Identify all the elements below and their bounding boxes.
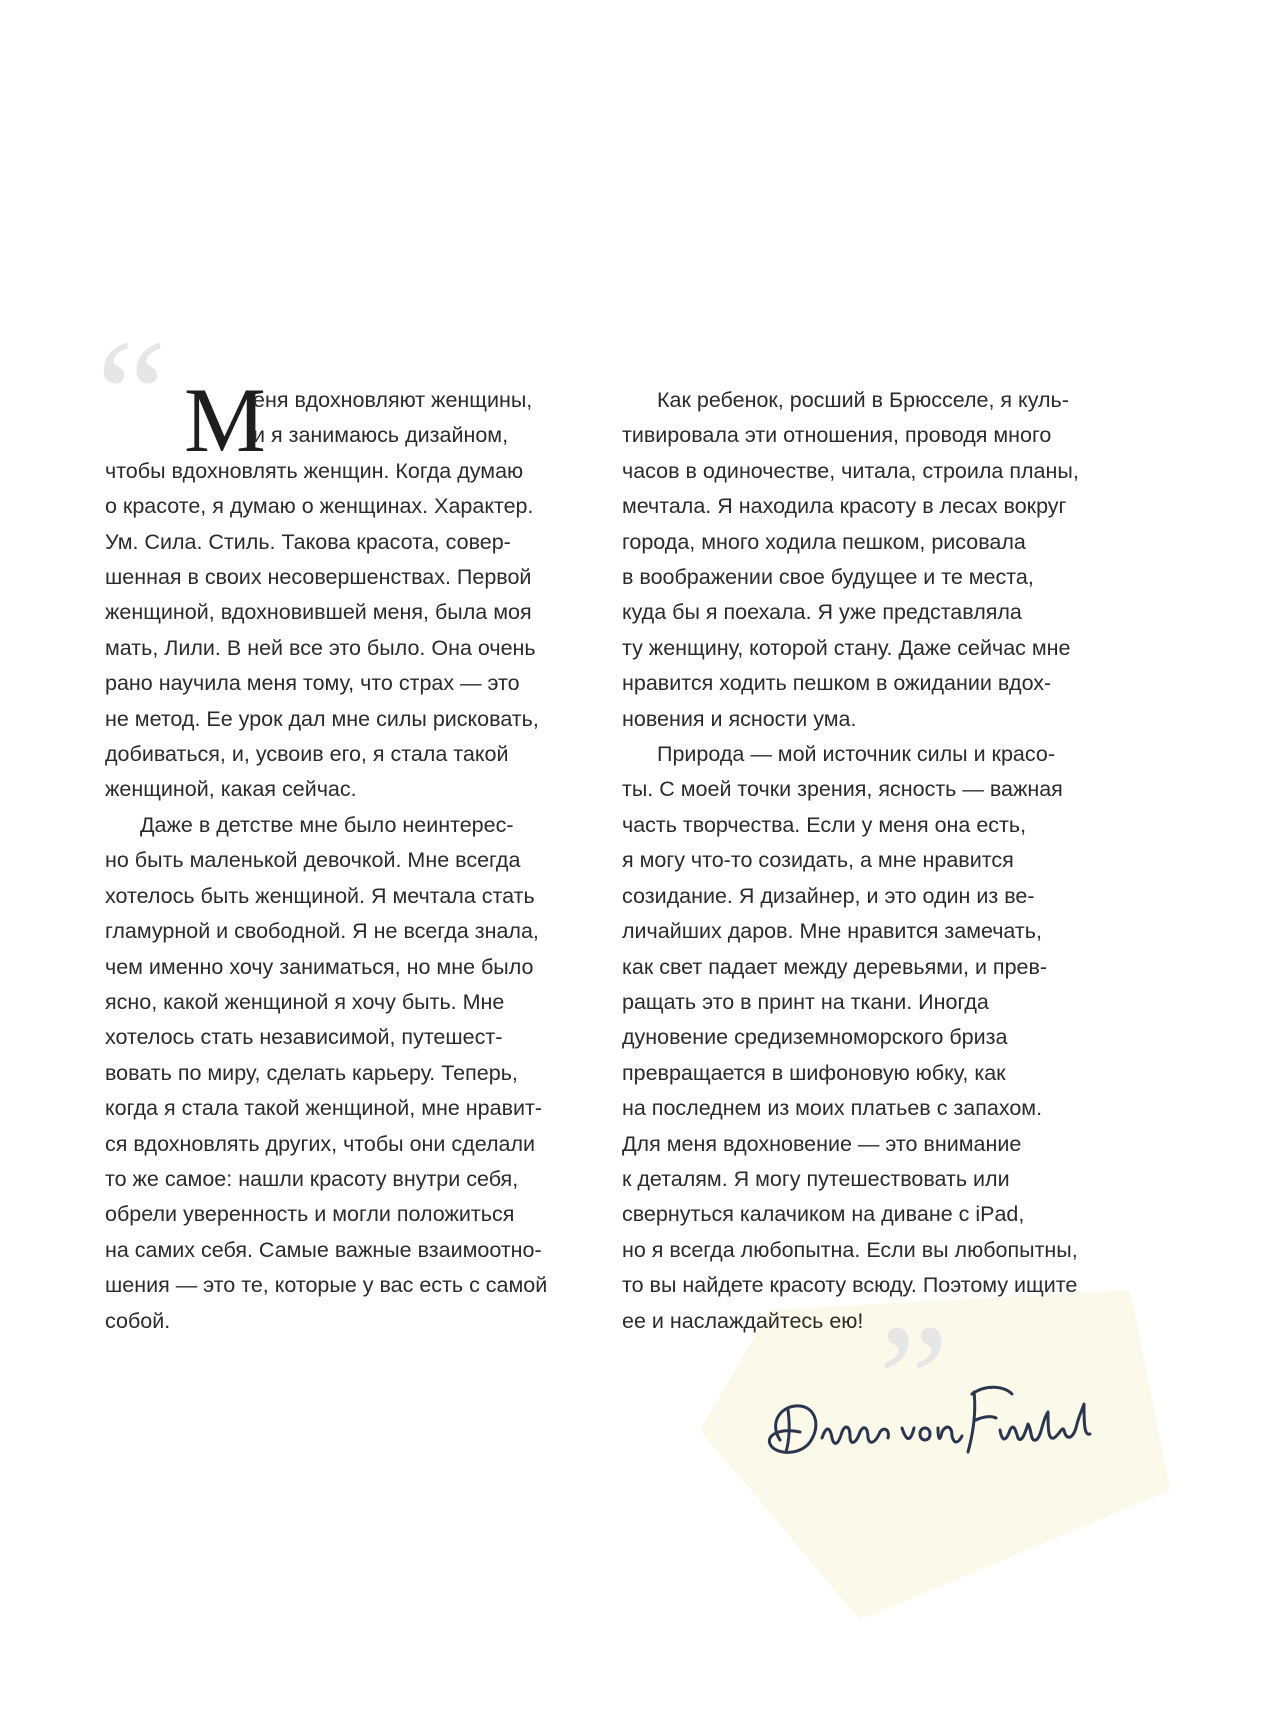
text-line: вовать по миру, сделать карьеру. Теперь,	[105, 1060, 518, 1085]
text-line: к деталям. Я могу путешествовать или	[622, 1166, 1010, 1191]
text-line: то вы найдете красоту всюду. Поэтому ищите	[622, 1273, 1078, 1298]
text-line: ту женщину, которой стану. Даже сейчас мне	[622, 635, 1071, 660]
text-line: обрели уверенность и могли положиться	[105, 1202, 515, 1227]
text-line: на последнем из моих платьев с запахом.	[622, 1096, 1043, 1121]
text-line: на самих себя. Самые важные взаимоотно-	[105, 1237, 542, 1262]
text-line: женщиной, какая сейчас.	[105, 777, 357, 802]
text-line: хотелось быть женщиной. Я мечтала стать	[105, 883, 535, 908]
text-line: еня вдохновляют женщины,	[253, 388, 533, 412]
text-line: женщиной, вдохновившей меня, была моя	[105, 600, 532, 625]
right-column	[622, 383, 1112, 1339]
text-line: но быть маленькой девочкой. Мне всегда	[105, 848, 521, 873]
text-line: нравится ходить пешком в ожидании вдох-	[622, 671, 1052, 696]
text-line: о красоте, я думаю о женщинах. Характер.	[105, 494, 534, 519]
text-line: созидание. Я дизайнер, и это один из ве-	[622, 883, 1035, 908]
text-line: рано научила меня тому, что страх — это	[105, 671, 520, 696]
handwritten-signature	[760, 1370, 1100, 1480]
text-line: свернуться калачиком на диване с iPad,	[622, 1202, 1025, 1227]
opening-quote-mark: “	[96, 306, 168, 484]
text-line: новения и ясности ума.	[622, 706, 857, 731]
text-line: не метод. Ее урок дал мне силы рисковать,	[105, 706, 539, 731]
text-line: личайших даров. Мне нравится замечать,	[622, 919, 1042, 944]
text-line: чтобы вдохновлять женщин. Когда думаю	[105, 458, 524, 483]
text-line: как свет падает между деревьями, и прев-	[622, 954, 1048, 979]
text-line: я могу что-то созидать, а мне нравится	[622, 848, 1014, 873]
text-line: когда я стала такой женщиной, мне нравит-	[105, 1096, 543, 1121]
text-line: шенная в своих несовершенствах. Первой	[105, 565, 532, 590]
text-line: собой.	[105, 1308, 171, 1333]
text-line: тивировала эти отношения, проводя много	[622, 423, 1052, 448]
text-line: дуновение средиземноморского бриза	[622, 1025, 1008, 1050]
text-line: в воображении свое будущее и те места,	[622, 565, 1034, 590]
text-line: гламурной и свободной. Я не всегда знала,	[105, 919, 539, 944]
text-line: ясно, какой женщиной я хочу быть. Мне	[105, 989, 505, 1014]
text-line: Для меня вдохновение — это внимание	[622, 1131, 1022, 1156]
text-line: Природа — мой источник силы и красо-	[657, 742, 1055, 767]
text-line: ты. С моей точки зрения, ясность — важная	[622, 777, 1063, 802]
text-line: ращать это в принт на ткани. Иногда	[622, 989, 989, 1014]
text-line: превращается в шифоновую юбку, как	[622, 1060, 1006, 1085]
text-line: но я всегда любопытна. Если вы любопытны,	[622, 1237, 1078, 1262]
text-line: города, много ходила пешком, рисовала	[622, 529, 1026, 554]
text-line: Как ребенок, росший в Брюсселе, я куль-	[657, 388, 1069, 412]
text-line: Даже в детстве мне было неинтерес-	[140, 812, 514, 837]
text-line: то же самое: нашли красоту внутри себя,	[105, 1166, 519, 1191]
text-line: чем именно хочу заниматься, но мне было	[105, 954, 534, 979]
text-line: добиваться, и, усвоив его, я стала такой	[105, 742, 509, 767]
text-line: ся вдохновлять других, чтобы они сделали	[105, 1131, 535, 1156]
text-line: хотелось стать независимой, путешест-	[105, 1025, 503, 1050]
text-line: ее и наслаждайтесь ею!	[622, 1308, 864, 1333]
left-column	[105, 383, 583, 1339]
text-line: мать, Лили. В ней все это было. Она очень	[105, 635, 536, 660]
text-line: Ум. Сила. Стиль. Такова красота, совер-	[105, 529, 511, 554]
text-line: часов в одиночестве, читала, строила планы,	[622, 458, 1079, 483]
closing-quote-mark: ”	[878, 1291, 950, 1469]
text-line: и я занимаюсь дизайном,	[253, 423, 509, 448]
drop-cap: М	[184, 369, 266, 471]
text-line: шения — это те, которые у вас есть с самой	[105, 1273, 548, 1298]
text-line: часть творчества. Если у меня она есть,	[622, 812, 1027, 837]
text-line: мечтала. Я находила красоту в лесах вокруг	[622, 494, 1067, 519]
text-line: куда бы я поехала. Я уже представляла	[622, 600, 1022, 625]
